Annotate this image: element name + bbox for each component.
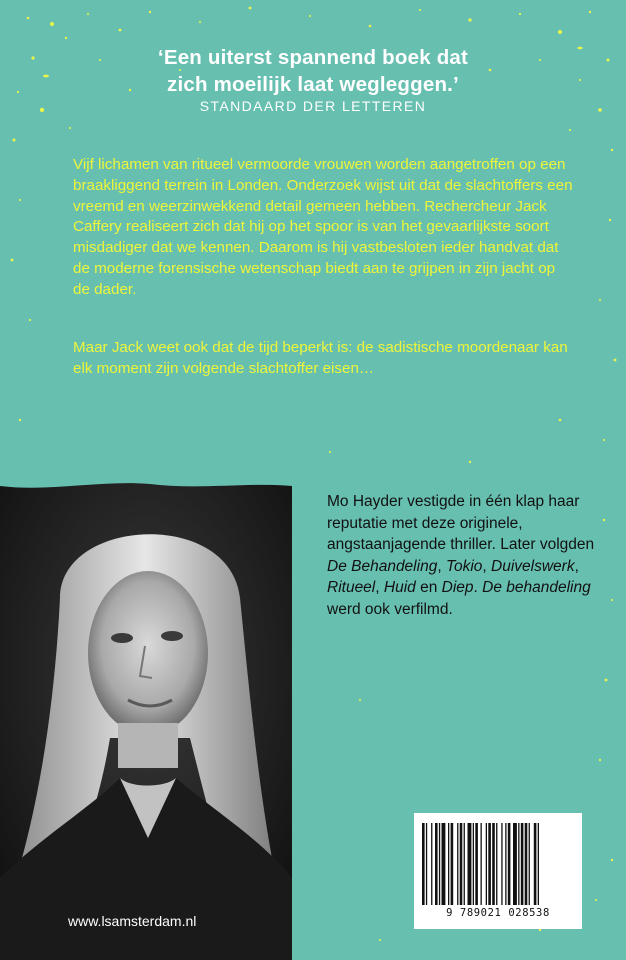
book-title-duivelswerk: Duivelswerk [491,557,575,575]
book-title-tokio: Tokio [445,557,483,575]
barcode-bar [488,823,491,905]
author-bio [327,491,599,620]
barcode-bar [442,823,446,905]
barcode-bar [534,823,537,905]
barcode-bar [435,823,438,905]
barcode-bar [529,823,530,905]
barcode-bars [414,813,582,909]
barcode-bar [492,823,495,905]
barcode-bar [508,823,511,905]
bio-separator: . [473,579,483,596]
barcode-bar [426,823,427,905]
review-quote-line-2: zich moeilijk laat wegleggen.’ [167,73,459,96]
bio-separator: , [437,557,446,575]
bio-separator: , [375,579,384,596]
review-quote-source: STANDAARD DER LETTEREN [199,98,427,114]
barcode-bar [505,823,506,905]
barcode-bar [464,823,465,905]
author-photo [0,478,292,960]
book-title-ritueel: Ritueel [327,579,376,596]
barcode-bar [496,823,497,905]
isbn-number: 9 789021 028538 [446,907,550,919]
blurb-paragraph-2: Maar Jack weet ook dat de tijd beperkt is: de sadistische moordenaar kan elk moment zijn volgende slachtoffer eisen… [73,339,568,377]
book-title-de-behandeling-film: De behandeling [482,579,591,596]
bio-separator: , [482,557,492,575]
barcode-bar [513,823,517,905]
book-title-diep: Diep [441,579,474,596]
blurb-paragraph-1: Vijf lichamen van ritueel vermoorde vrouwen worden aangetroffen op een braakliggend terrein in Londen. Onderzoek wijst uit dat de slachtoffers een vreemd en weerzinwekkend detail gemeen hebben. Rechercheur Jack Caffery realiseert zich dat hij op het spoor is van het gevaarlijkste soort misdadiger dat we kennen. Daarom is hij vastbesloten ieder handvat dat de moderne forensische wetenschap biedt aan te grijpen in zijn jacht op de dader. [73,156,573,298]
barcode-bar [525,823,528,905]
barcode-bar [475,823,478,905]
barcode-bar [460,823,463,905]
barcode-bar [451,823,454,905]
barcode-bar [538,823,539,905]
barcode-bar [473,823,474,905]
author-bio-intro: Mo Hayder vestigde in één klap haar reputatie met deze originele, angstaanjagende thriller. Later volgden [327,493,595,553]
isbn-barcode [414,813,582,929]
author-bio-outro: werd ook verfilmd. [327,600,453,618]
bio-separator: , [574,557,579,575]
barcode-bar [521,823,524,905]
barcode-bar [431,823,432,905]
barcode-bar [486,823,487,905]
barcode-bar [448,823,449,905]
barcode-bar [481,823,482,905]
barcode-bar [422,823,425,905]
barcode-bar [439,823,440,905]
review-quote [0,44,626,98]
bio-separator: en [415,579,442,596]
publisher-website[interactable]: www.lsamsterdam.nl [68,913,197,929]
review-quote-line-1: ‘Een uiterst spannend boek dat [157,46,469,69]
barcode-bar [501,823,502,905]
barcode-bar [457,823,458,905]
book-title-huid: Huid [383,579,416,596]
barcode-bar [518,823,519,905]
book-title-de-behandeling: De Behandeling [327,557,438,575]
barcode-bar [468,823,472,905]
